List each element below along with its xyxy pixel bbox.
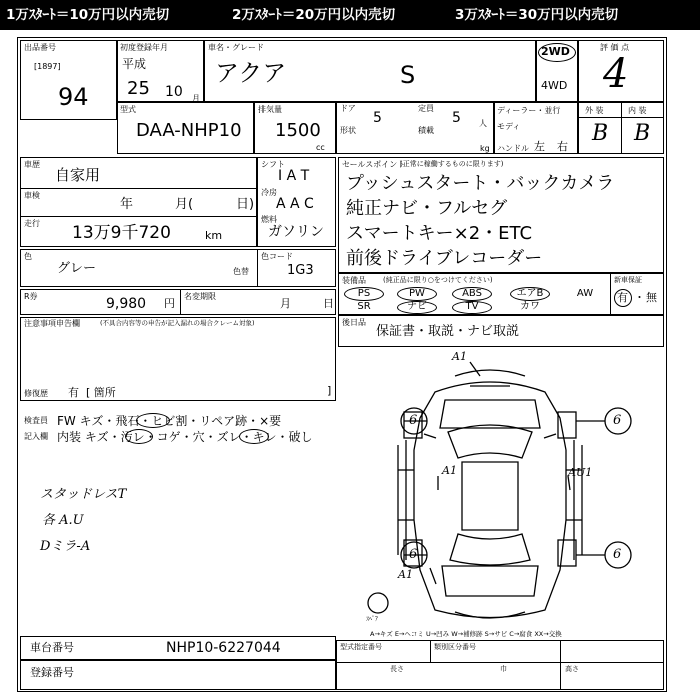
mark-tire-rear-left: 6: [409, 547, 418, 562]
mileage-value: 13万9千720: [72, 223, 171, 243]
inspector-exterior-row: FW キズ・飛石・ヒビ割・リペア跡・×要: [57, 414, 282, 428]
registration-month-unit: 月: [192, 94, 200, 103]
lot-sub: [1897]: [34, 62, 61, 71]
equip-aw: AW: [576, 288, 594, 299]
interior-grade: B: [634, 121, 651, 146]
fuel-label: 燃料: [261, 215, 277, 224]
aircon-value: A A C: [276, 196, 314, 212]
sales-point-1: プッシュスタート・バックカメラ: [346, 173, 615, 194]
displacement-label: 排気量: [258, 105, 282, 114]
equip-leather: カワ: [520, 301, 540, 312]
load-label: 積載: [418, 126, 434, 135]
mark-tire-front-left: 6: [409, 413, 418, 428]
recycle-unit: 円: [164, 297, 175, 310]
registration-month: 10: [165, 84, 183, 100]
equip-ps: PS: [357, 288, 371, 299]
inspector-label-2: 記入欄: [24, 432, 48, 441]
chassis-label: 車台番号: [30, 641, 74, 654]
drive-selected: 2WD: [541, 45, 570, 58]
notes-label: 注意事項申告欄: [24, 319, 80, 328]
rear-items-value: 保証書・取説・ナビ取説: [376, 324, 520, 339]
width-label: 巾: [500, 665, 507, 673]
dealer-label: ディーラー・並行: [497, 106, 561, 115]
mark-left-side: A1: [442, 464, 457, 477]
sales-points-label: セールスポイント: [342, 160, 406, 169]
car-name: アクア: [215, 59, 287, 87]
mark-rear-left: A1: [398, 568, 413, 581]
type-spec-label: 型式指定番号: [340, 643, 382, 651]
registration-era: 平成: [122, 57, 147, 71]
length-label: 長さ: [390, 665, 404, 673]
load-unit: kg: [480, 144, 490, 153]
inspection-year: 年: [120, 197, 134, 212]
warranty-yes: 有: [617, 291, 628, 304]
rear-items-label: 後日品: [342, 318, 366, 327]
score-value: 4: [603, 51, 629, 97]
shift-label: シフト: [261, 160, 285, 169]
sales-point-2: 純正ナビ・フルセグ: [346, 198, 508, 219]
vehicle-type-label: 車歴: [24, 160, 40, 169]
handle-label: ハンドル: [497, 144, 529, 153]
inspection-label: 車検: [24, 191, 40, 200]
banner-item-1: 1万ｽﾀｰﾄ＝10万円以内売切: [6, 7, 170, 23]
handle-left: 左: [534, 140, 545, 153]
handwritten-note-1: スタッドレスT: [40, 487, 127, 502]
vehicle-type: 自家用: [55, 166, 101, 184]
equip-navi: ナビ: [407, 301, 427, 312]
sales-point-4: 前後ドライブレコーダー: [346, 248, 543, 269]
title-deadline-day: 日: [323, 297, 334, 310]
color-value: グレー: [57, 261, 97, 276]
class-no-label: 類別区分番号: [434, 643, 476, 651]
mileage-unit: km: [205, 229, 223, 242]
equip-airbag: エアB: [516, 288, 544, 299]
inspector-interior-row: 内装 キズ・汚レ・コゲ・穴・ズレ・キレ・破し: [57, 430, 313, 444]
repair-bracket: ]: [327, 384, 332, 397]
lot-label: 出品番号: [24, 43, 56, 52]
color-label: 色: [24, 252, 32, 261]
banner-item-3: 3万ｽﾀｰﾄ＝30万円以内売切: [455, 7, 619, 23]
registration-year: 25: [127, 78, 150, 99]
spec-vdivider-1: [430, 640, 431, 662]
plate-label: 登録番号: [30, 666, 74, 679]
doors-label: ドア: [340, 104, 356, 113]
spec-vdivider-2: [560, 640, 561, 690]
sales-points-sub: (正常に稼働するものに限ります): [400, 160, 504, 168]
warranty-no: 無: [646, 291, 657, 304]
mileage-label: 走行: [24, 219, 40, 228]
drive-other: 4WD: [541, 79, 568, 92]
shape-label: 形状: [340, 126, 356, 135]
capacity-value: 5: [452, 110, 461, 126]
repair-value: 有: [68, 386, 79, 399]
handle-modify: モディ: [497, 122, 521, 131]
fuel-value: ガソリン: [268, 224, 324, 240]
equipment-sub: (純正品に限り○をつけてください): [383, 276, 493, 284]
handwritten-note-3: Dミラ-A: [40, 539, 91, 554]
displacement-value: 1500: [275, 120, 321, 141]
mark-spare: ｽﾍﾟｱ: [366, 616, 379, 623]
lot-number: 94: [58, 83, 89, 111]
repair-label: 修復歴: [24, 389, 48, 398]
damage-legend: A→キズ E→ヘコミ U→凹み W→補修跡 S→サビ C→腐食 XX→交換: [370, 630, 562, 638]
car-grade: S: [400, 61, 416, 89]
equip-tv: TV: [465, 301, 479, 312]
exterior-label: 外 装: [585, 106, 604, 115]
exterior-grade: B: [592, 121, 609, 146]
mark-tire-front-right: 6: [613, 413, 622, 428]
registration-label: 初度登録年月: [120, 43, 168, 52]
car-name-label: 車名・グレード: [208, 43, 264, 52]
equip-abs: ABS: [462, 288, 482, 299]
handwritten-note-2: 各 A.U: [42, 513, 84, 528]
capacity-label: 定員: [418, 104, 434, 113]
notes-sub: (不具合内容等の申告が記入漏れの場合クレーム対象): [100, 319, 255, 327]
model-value: DAA-NHP10: [136, 120, 242, 141]
interior-label: 内 装: [628, 106, 647, 115]
equipment-label: 装備品: [342, 276, 366, 285]
inspection-day: 日): [236, 197, 255, 212]
aircon-label: 冷房: [261, 188, 277, 197]
spec-divider: [336, 662, 664, 663]
shift-value: I A T: [278, 168, 310, 184]
banner-item-2: 2万ｽﾀｰﾄ＝20万円以内売切: [232, 7, 396, 23]
handle-right: 右: [557, 140, 568, 153]
displacement-unit: cc: [316, 143, 325, 152]
recycle-label: R券: [24, 292, 38, 301]
doors-value: 5: [373, 110, 382, 126]
mark-right-side: AU1: [568, 466, 593, 479]
title-deadline-month: 月: [280, 297, 291, 310]
inspection-month: 月(: [175, 197, 194, 212]
height-label: 高さ: [565, 665, 579, 673]
color-code-label: 色コード: [261, 252, 293, 261]
mark-front: A1: [452, 350, 467, 363]
capacity-unit: 人: [479, 119, 487, 128]
repair-suffix: [ 箇所: [86, 386, 116, 399]
color-change-label: 色替: [233, 267, 249, 276]
sales-point-3: スマートキー×2・ETC: [346, 223, 533, 244]
equip-sr: SR: [357, 301, 371, 312]
color-code: 1G3: [287, 263, 314, 278]
mark-tire-rear-right: 6: [613, 547, 622, 562]
equip-pw: PW: [409, 288, 425, 299]
score-label: 評 価 点: [600, 43, 630, 52]
inspector-label-1: 検査員: [24, 416, 48, 425]
title-deadline-label: 名変期限: [184, 292, 216, 301]
recycle-value: 9,980: [106, 296, 147, 312]
model-label: 型式: [120, 105, 136, 114]
warranty-dot: ・: [634, 291, 645, 304]
chassis-value: NHP10-6227044: [166, 640, 281, 656]
new-warranty-label: 新車保証: [614, 276, 642, 284]
